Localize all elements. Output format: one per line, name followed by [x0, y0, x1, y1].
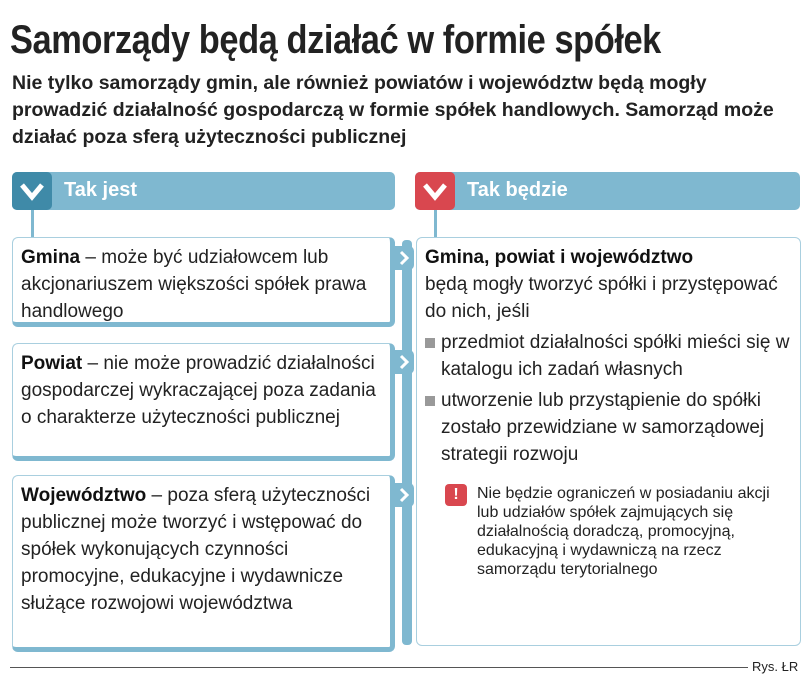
right-title: Gmina, powiat i województwo [425, 247, 694, 268]
check-icon [12, 172, 52, 210]
bullet-item [425, 329, 792, 383]
credit: Rys. ŁR [752, 659, 799, 674]
box-gmina [12, 237, 395, 327]
note [445, 484, 790, 579]
header-label: Tak jest [64, 179, 137, 201]
bullet-icon [425, 396, 435, 406]
note-text: Nie będzie ograniczeń w posiadaniu akcji lub udziałów spółek zajmujących się działalnością doradczą, promocyjną, edukacyjną i wydawniczą na rzecz samorządu terytorialnego [477, 485, 770, 578]
bullet-text: utworzenie lub przystąpienie do spółki zostało przewidziane w samorządowej strategii rozwoju [441, 390, 765, 465]
bullet-item [425, 387, 792, 468]
connector-line [434, 210, 437, 238]
item-text: – może być udziałowcem lub akcjonariuszem większości spółek prawa handlowego [21, 247, 367, 322]
chevron-right-icon [394, 350, 414, 374]
header-tak-jest [12, 172, 395, 210]
item-title: Województwo [21, 485, 147, 506]
chevron-right-icon [394, 246, 414, 270]
connector-bar [402, 240, 412, 645]
box-powiat [12, 343, 395, 461]
chevron-right-icon [394, 483, 414, 507]
footer-divider [10, 667, 748, 668]
bullet-icon [425, 338, 435, 348]
page-title: Samorządy będą działać w formie spółek [10, 18, 661, 62]
item-title: Gmina [21, 247, 81, 268]
item-title: Powiat [21, 353, 83, 374]
exclamation-icon: ! [445, 484, 467, 506]
connector-line [31, 210, 34, 238]
box-tak-bedzie [416, 237, 801, 646]
header-label: Tak będzie [467, 179, 568, 201]
header-tak-bedzie [415, 172, 800, 210]
check-icon [415, 172, 455, 210]
item-text: – nie może prowadzić działalności gospodarczej wykraczającej poza zadania o charakterze użyteczności publicznej [21, 353, 376, 428]
bullet-text: przedmiot działalności spółki mieści się w katalogu ich zadań własnych [441, 332, 790, 380]
right-text: będą mogły tworzyć spółki i przystępować do nich, jeśli [425, 274, 778, 322]
subtitle: Nie tylko samorządy gmin, ale również powiatów i województw będą mogły prowadzić działalność gospodarczą w formie spółek handlowych. Samorząd może działać poza sferą użyteczności publicznej [12, 72, 774, 148]
item-text: – poza sferą użyteczności publicznej może tworzyć i wstępować do spółek wykonujących czynności promocyjne, edukacyjne i wydawnicze służące rozwojowi województwa [21, 485, 371, 614]
box-wojewodztwo [12, 475, 395, 652]
